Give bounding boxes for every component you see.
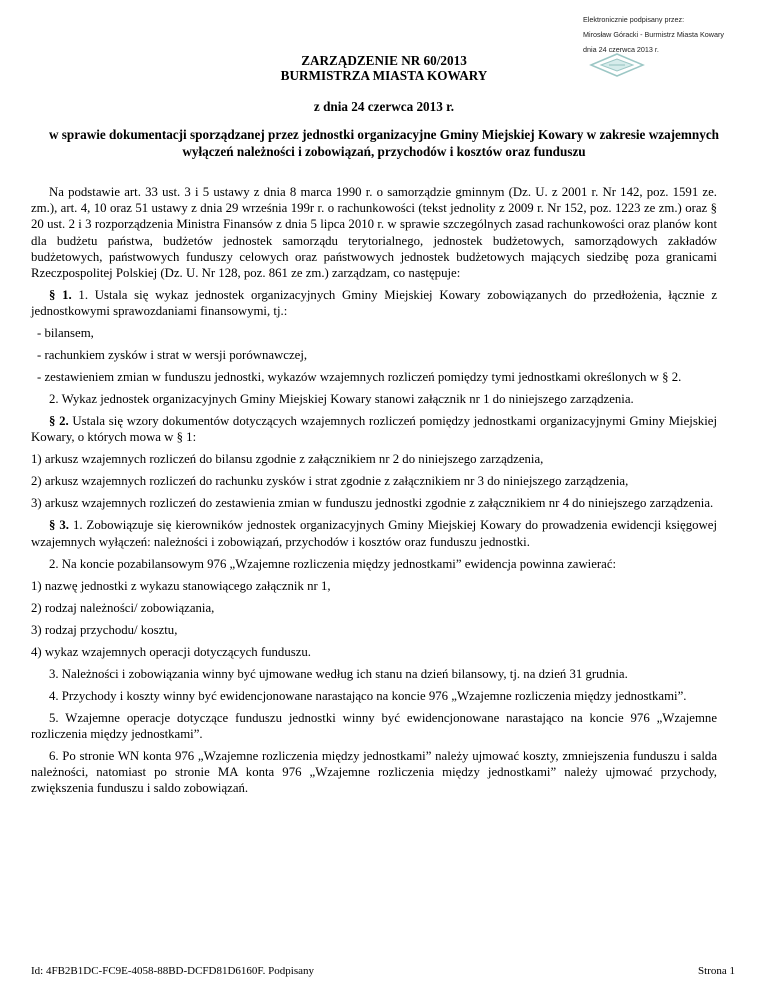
list-item: - rachunkiem zysków i strat w wersji porównawczej,	[37, 348, 308, 363]
section-3-paragraph-6: 6. Po stronie WN konta 976 „Wzajemne rozliczenia między jednostkami” należy ujmować koszty, zmniejszenia funduszu i salda należności, natomiast po stronie MA konta 976 „Wzajemne rozliczenia między jednostkami” należy ujmować przychody, zwiększenia funduszu i saldo zobowiązań.	[31, 748, 717, 796]
list-item: 2) arkusz wzajemnych rozliczeń do rachunku zysków i strat zgodnie z załącznikiem nr 3 do niniejszego zarządzenia,	[31, 474, 629, 489]
list-item: 1) arkusz wzajemnych rozliczeń do bilansu zgodnie z załącznikiem nr 2 do niniejszego zarządzenia,	[31, 452, 544, 467]
list-item: - bilansem,	[37, 326, 94, 341]
section-3-paragraph-5: 5. Wzajemne operacje dotyczące funduszu jednostki winny być ewidencjonowane narastająco na koncie 976 „Wzajemne rozliczenia między jednostkami”.	[31, 710, 717, 741]
document-date: z dnia 24 czerwca 2013 r.	[313, 99, 455, 114]
section-3-mark: § 3.	[49, 518, 69, 533]
footer-document-id: Id: 4FB2B1DC-FC9E-4058-88BD-DCFD81D6160F. Podpisany	[31, 965, 315, 977]
footer-page-number: Strona 1	[698, 965, 735, 977]
list-item: 1) nazwę jednostki z wykazu stanowiącego załącznik nr 1,	[31, 578, 331, 593]
section-3-paragraph-2: 2. Na koncie pozabilansowym 976 „Wzajemne rozliczenia między jednostkami” ewidencja powinna zawierać:	[49, 556, 617, 571]
title-line-1: ZARZĄDZENIE NR 60/2013	[301, 53, 467, 68]
section-3-text: 1. Zobowiązuje się kierowników jednostek organizacyjnych Gminy Miejskiej Kowary do prowadzenia ewidencji księgowej wzajemnych wyłączeń: należności i zobowiązań, przychodów i kosztów oraz funduszu jednostki.	[31, 518, 717, 549]
section-2-mark: § 2.	[49, 414, 69, 429]
signature-line-2: Mirosław Góracki - Burmistrz Miasta Kowary	[583, 30, 724, 39]
signature-line-1: Elektronicznie podpisany przez:	[583, 15, 685, 24]
section-1-paragraph-1	[31, 287, 717, 319]
document-body	[31, 184, 717, 802]
section-1-text: 1. Ustala się wykaz jednostek organizacyjnych Gminy Miejskiej Kowary zobowiązanych do przedłożenia, łącznie z jednostkowymi sprawozdaniami finansowymi, tj.:	[31, 288, 717, 319]
list-item: 2) rodzaj należności/ zobowiązania,	[31, 600, 215, 615]
document-title	[0, 53, 768, 83]
list-item: 3) arkusz wzajemnych rozliczeń do zestawienia zmian w funduszu jednostki zgodnie z załącznikiem nr 4 do niniejszego zarządzenia.	[31, 496, 714, 511]
list-item: 3) rodzaj przychodu/ kosztu,	[31, 622, 178, 637]
signature-line-3: dnia 24 czerwca 2013 r.	[583, 45, 659, 54]
section-3-paragraph-4: 4. Przychody i koszty winny być ewidencjonowane narastająco na koncie 976 „Wzajemne rozliczenia między jednostkami”.	[49, 688, 687, 703]
document-subject: w sprawie dokumentacji sporządzanej przez jednostki organizacyjne Gminy Miejskiej Kowary w zakresie wzajemnych wyłączeń należności i zobowiązań, przychodów i kosztów oraz funduszu	[48, 127, 720, 159]
section-3-paragraph-3: 3. Należności i zobowiązania winny być ujmowane według ich stanu na dzień bilansowy, tj. na dzień 31 grudnia.	[49, 666, 628, 681]
section-3-paragraph-1	[31, 517, 717, 549]
section-1-mark: § 1.	[49, 288, 72, 303]
title-line-2: BURMISTRZA MIASTA KOWARY	[280, 68, 488, 83]
list-item: - zestawieniem zmian w funduszu jednostki, wykazów wzajemnych rozliczeń pomiędzy tymi jednostkami określonych w § 2.	[37, 370, 682, 385]
intro-paragraph: Na podstawie art. 33 ust. 3 i 5 ustawy z dnia 8 marca 1990 r. o samorządzie gminnym (Dz. U. z 2001 r. Nr 142, poz. 1591 ze. zm.), art. 4, 10 oraz 51 ustawy z dnia 29 września 199r r. o rachunkowości (tekst jednolity z 2009 r. Nr 152, poz. 1223 ze zm.) oraz § 20 ust. 2 i 3 rozporządzenia Ministra Finansów z dnia 5 lipca 2010 r. w sprawie szczególnych zasad rachunkowości oraz planów kont dla budżetu państwa, budżetów jednostek samorządu terytorialnego, jednostek budżetowych, samorządowych zakładów budżetowych, państwowych funduszy celowych oraz państwowych jednostek budżetowych mających siedzibę poza granicami Rzeczpospolitej Polskiej (Dz. U. Nr 128, poz. 861 ze zm.) zarządzam, co następuje:	[31, 185, 717, 281]
section-2-text: Ustala się wzory dokumentów dotyczących wzajemnych rozliczeń pomiędzy jednostkami organizacyjnymi Gminy Miejskiej Kowary, o których mowa w § 1:	[31, 414, 717, 445]
list-item: 4) wykaz wzajemnych operacji dotyczących funduszu.	[31, 644, 311, 659]
e-signature-block	[583, 12, 763, 57]
section-1-paragraph-2: 2. Wykaz jednostek organizacyjnych Gminy Miejskiej Kowary stanowi załącznik nr 1 do niniejszego zarządzenia.	[49, 392, 634, 407]
section-2-paragraph-1	[31, 413, 717, 445]
